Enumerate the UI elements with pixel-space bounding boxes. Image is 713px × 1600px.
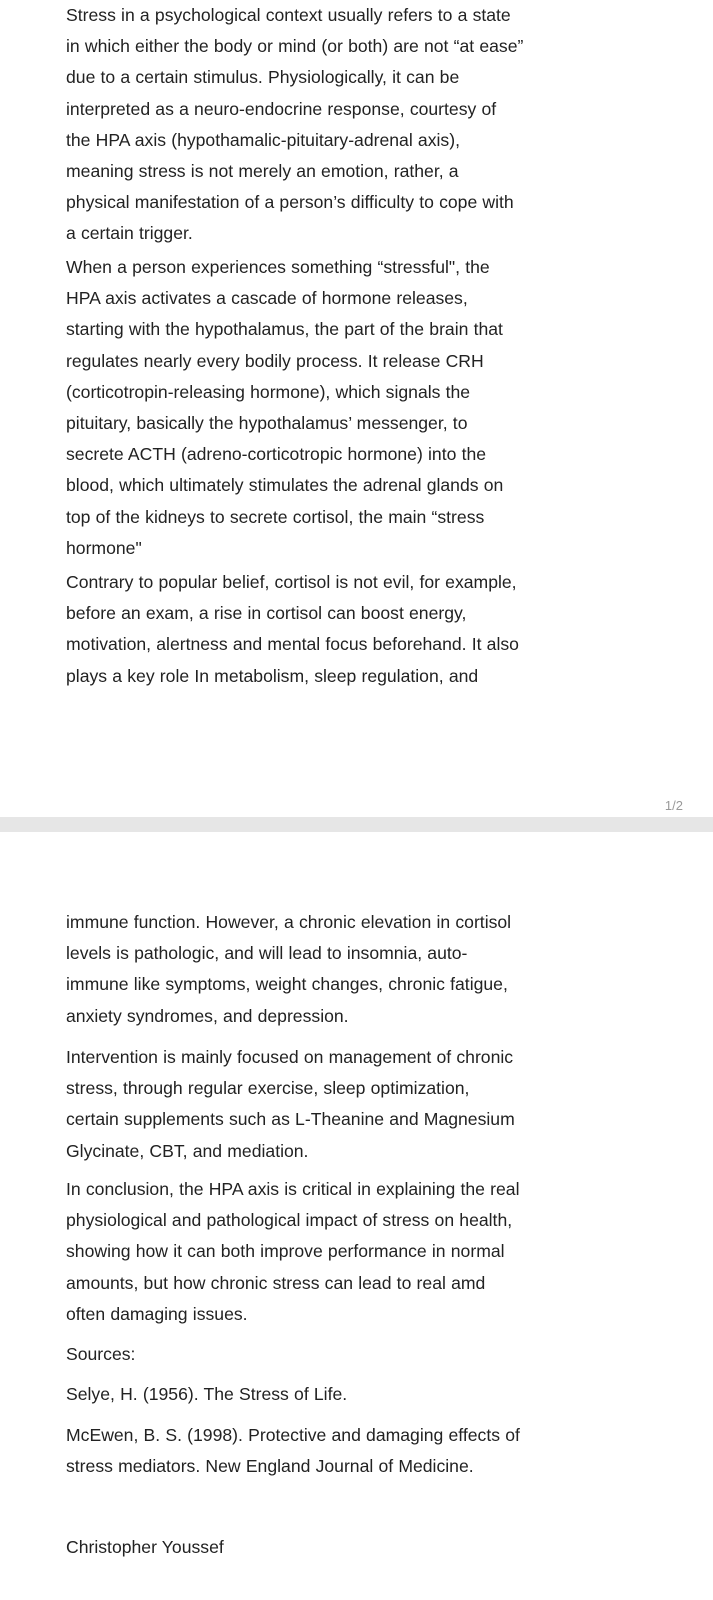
- text-line: in which either the body or mind (or both) are not “at ease”: [66, 36, 524, 57]
- text-line: McEwen, B. S. (1998). Protective and damaging effects of: [66, 1425, 520, 1445]
- sources-heading: [66, 1339, 646, 1370]
- paragraph-conclusion: [66, 1174, 646, 1330]
- text-line: a certain trigger.: [66, 223, 193, 244]
- text-line: regulates nearly every bodily process. It release CRH: [66, 350, 484, 371]
- author-name: [66, 1532, 646, 1563]
- text-line: (corticotropin-releasing hormone), which signals the: [66, 381, 471, 402]
- text-line: starting with the hypothalamus, the part of the brain that: [66, 319, 503, 340]
- paragraph-hpa-cascade: [66, 252, 646, 564]
- text-line: due to a certain stimulus. Physiologically, it can be: [66, 67, 460, 88]
- text-line: blood, which ultimately stimulates the adrenal glands on: [66, 475, 504, 496]
- text-line: HPA axis activates a cascade of hormone releases,: [66, 288, 468, 309]
- page-separator: [0, 817, 713, 832]
- text-line: amounts, but how chronic stress can lead to real amd: [66, 1272, 486, 1293]
- text-line: When a person experiences something “stressful", the: [66, 257, 490, 277]
- paragraph-cortisol-benefits: [66, 567, 646, 692]
- document-page-2: [0, 832, 713, 1600]
- text-line: immune function. However, a chronic elevation in cortisol: [66, 912, 512, 932]
- text-line: hormone": [66, 537, 142, 558]
- text-line: immune like symptoms, weight changes, chronic fatigue,: [66, 974, 508, 995]
- text-line: In conclusion, the HPA axis is critical in explaining the real: [66, 1179, 520, 1199]
- text-line: before an exam, a rise in cortisol can boost energy,: [66, 603, 467, 624]
- text-line: Christopher Youssef: [66, 1537, 224, 1557]
- text-line: stress, through regular exercise, sleep optimization,: [66, 1078, 470, 1099]
- text-line: the HPA axis (hypothamalic-pituitary-adrenal axis),: [66, 129, 460, 150]
- text-line: Intervention is mainly focused on management of chronic: [66, 1047, 514, 1067]
- text-line: top of the kidneys to secrete cortisol, the main “stress: [66, 506, 485, 527]
- text-line: Selye, H. (1956). The Stress of Life.: [66, 1384, 348, 1404]
- text-line: often damaging issues.: [66, 1303, 248, 1324]
- text-line: physiological and pathological impact of stress on health,: [66, 1210, 513, 1231]
- paragraph-stress-definition: [66, 0, 646, 250]
- text-line: levels is pathologic, and will lead to insomnia, auto-: [66, 943, 468, 964]
- text-line: Stress in a psychological context usually refers to a state: [66, 5, 511, 25]
- text-line: meaning stress is not merely an emotion, rather, a: [66, 161, 459, 182]
- source-mcewen: [66, 1420, 646, 1482]
- text-line: Sources:: [66, 1344, 136, 1364]
- text-line: interpreted as a neuro-endocrine response, courtesy of: [66, 98, 497, 119]
- text-line: pituitary, basically the hypothalamus’ messenger, to: [66, 413, 468, 434]
- page-number: 1/2: [664, 798, 683, 813]
- paragraph-intervention: [66, 1042, 646, 1167]
- text-line: showing how it can both improve performance in normal: [66, 1241, 505, 1262]
- text-line: Glycinate, CBT, and mediation.: [66, 1140, 309, 1161]
- paragraph-chronic-cortisol: [66, 907, 646, 1032]
- text-line: plays a key role In metabolism, sleep regulation, and: [66, 665, 479, 686]
- text-line: motivation, alertness and mental focus beforehand. It also: [66, 634, 519, 655]
- source-selye: [66, 1379, 646, 1410]
- text-line: stress mediators. New England Journal of Medicine.: [66, 1456, 474, 1477]
- text-line: anxiety syndromes, and depression.: [66, 1005, 349, 1026]
- text-line: physical manifestation of a person’s difficulty to cope with: [66, 192, 514, 213]
- text-line: secrete ACTH (adreno-corticotropic hormone) into the: [66, 444, 487, 465]
- text-line: Contrary to popular belief, cortisol is not evil, for example,: [66, 572, 517, 592]
- text-line: certain supplements such as L-Theanine and Magnesium: [66, 1109, 515, 1130]
